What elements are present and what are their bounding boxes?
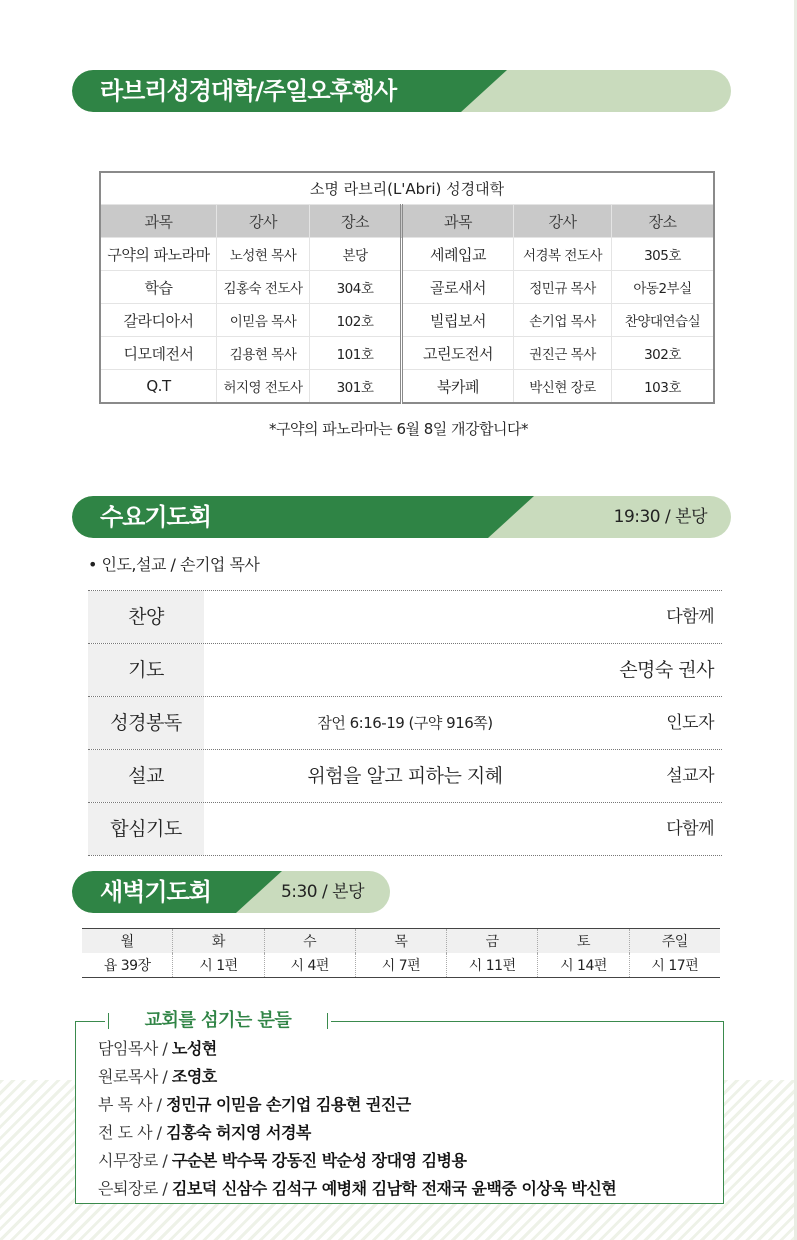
course-teacher: 권진근 목사 (514, 337, 612, 370)
day-label: 수 (264, 929, 355, 954)
course-room: 아동2부실 (612, 271, 715, 304)
course-subject: 디모데전서 (100, 337, 217, 370)
table-row (100, 271, 714, 304)
day-label: 주일 (629, 929, 720, 954)
course-room: 103호 (612, 370, 715, 404)
list-item (98, 1175, 616, 1203)
course-teacher: 서경복 전도사 (514, 238, 612, 271)
course-subject: 구약의 파노라마 (100, 238, 217, 271)
day-reading: 시 14편 (538, 953, 629, 978)
header-teacher-2: 강사 (514, 205, 612, 238)
staff-names: 김보덕 신삼수 김석구 예병채 김남학 전재국 윤백중 이상욱 박신현 (171, 1179, 617, 1198)
day-reading: 시 11편 (447, 953, 538, 978)
day-label: 토 (538, 929, 629, 954)
staff-box (75, 1010, 724, 1204)
staff-names: 구순본 박수묵 강동진 박순성 장대영 김병용 (171, 1151, 467, 1170)
order-label: 기도 (88, 644, 204, 696)
header-teacher-1: 강사 (217, 205, 310, 238)
course-room: 102호 (310, 304, 402, 337)
order-label: 성경봉독 (88, 697, 204, 749)
order-person: 설교자 (666, 766, 714, 786)
order-row (88, 590, 722, 643)
day-label: 월 (82, 929, 173, 954)
wednesday-title: 수요기도회 (100, 503, 211, 531)
bible-college-banner (72, 70, 731, 112)
day-reading: 시 1편 (173, 953, 264, 978)
course-teacher: 허지영 전도사 (217, 370, 310, 404)
course-teacher: 박신현 장로 (514, 370, 612, 404)
course-room: 찬양대연습실 (612, 304, 715, 337)
staff-role: 은퇴장로 / (98, 1179, 172, 1198)
wednesday-banner (72, 496, 731, 538)
order-person: 인도자 (666, 713, 714, 733)
wednesday-time-place: 19:30 / 본당 (613, 507, 707, 527)
day-label: 화 (173, 929, 264, 954)
table-row (100, 337, 714, 370)
staff-role: 전 도 사 / (98, 1123, 167, 1142)
course-teacher: 이믿음 목사 (217, 304, 310, 337)
course-teacher: 손기업 목사 (514, 304, 612, 337)
course-teacher: 노성현 목사 (217, 238, 310, 271)
course-room: 본당 (310, 238, 402, 271)
header-subject-1: 과목 (100, 205, 217, 238)
day-reading: 욥 39장 (82, 953, 173, 978)
day-label: 목 (355, 929, 446, 954)
staff-names: 노성현 (171, 1039, 217, 1058)
course-subject: 고린도전서 (402, 337, 514, 370)
list-item (98, 1147, 616, 1175)
day-label: 금 (447, 929, 538, 954)
order-row (88, 643, 722, 696)
course-subject: 갈라디아서 (100, 304, 217, 337)
opening-note: *구약의 파노라마는 6월 8일 개강합니다* (268, 420, 528, 438)
day-reading: 시 17편 (629, 953, 720, 978)
sermon-title: 위험을 알고 피하는 지혜 (307, 765, 503, 787)
course-room: 101호 (310, 337, 402, 370)
order-label: 합심기도 (88, 803, 204, 855)
course-subject: 학습 (100, 271, 217, 304)
course-room: 305호 (612, 238, 715, 271)
staff-role: 원로목사 / (98, 1067, 172, 1086)
order-content: 잠언 6:16-19 (구약 916쪽) (317, 714, 493, 732)
list-item (98, 1091, 616, 1119)
course-subject: 북카페 (402, 370, 514, 404)
dawn-banner (72, 871, 390, 913)
list-item (98, 1063, 616, 1091)
order-person: 손명숙 권사 (619, 659, 714, 681)
staff-names: 조영호 (171, 1067, 217, 1086)
order-person: 다함께 (666, 819, 714, 839)
course-subject: 세례입교 (402, 238, 514, 271)
course-teacher: 김용현 목사 (217, 337, 310, 370)
course-subject: Q.T (100, 370, 217, 404)
service-order (88, 590, 722, 856)
order-label: 찬양 (88, 591, 204, 643)
dawn-title: 새벽기도회 (100, 878, 211, 906)
header-room-1: 장소 (310, 205, 402, 238)
day-reading: 시 4편 (264, 953, 355, 978)
list-item (98, 1035, 616, 1063)
dawn-schedule-table (82, 928, 720, 978)
table-row (100, 370, 714, 404)
course-subject: 빌립보서 (402, 304, 514, 337)
course-room: 301호 (310, 370, 402, 404)
staff-names: 김홍숙 허지영 서경복 (166, 1123, 311, 1142)
course-room: 304호 (310, 271, 402, 304)
table-row (100, 304, 714, 337)
course-room: 302호 (612, 337, 715, 370)
course-teacher: 정민규 목사 (514, 271, 612, 304)
header-room-2: 장소 (612, 205, 715, 238)
table-row (100, 238, 714, 271)
course-teacher: 김홍숙 전도사 (217, 271, 310, 304)
bible-college-title: 라브리성경대학/주일오후행사 (100, 77, 397, 105)
staff-role: 부 목 사 / (98, 1095, 167, 1114)
dawn-time-place: 5:30 / 본당 (280, 882, 364, 902)
header-subject-2: 과목 (402, 205, 514, 238)
order-row (88, 749, 722, 802)
order-label: 설교 (88, 750, 204, 802)
order-row (88, 696, 722, 749)
list-item (98, 1119, 616, 1147)
order-person: 다함께 (666, 607, 714, 627)
course-subject: 골로새서 (402, 271, 514, 304)
staff-names: 정민규 이믿음 손기업 김용현 권진근 (166, 1095, 411, 1114)
course-table (99, 171, 715, 404)
staff-role: 담임목사 / (98, 1039, 172, 1058)
order-row (88, 802, 722, 856)
staff-heading: 교회를 섬기는 분들 (104, 1009, 332, 1033)
course-table-caption: 소명 라브리(L'Abri) 성경대학 (100, 172, 714, 205)
staff-role: 시무장로 / (98, 1151, 172, 1170)
staff-list (98, 1035, 616, 1203)
day-reading: 시 7편 (355, 953, 446, 978)
service-leader: • 인도,설교 / 손기업 목사 (88, 555, 260, 574)
